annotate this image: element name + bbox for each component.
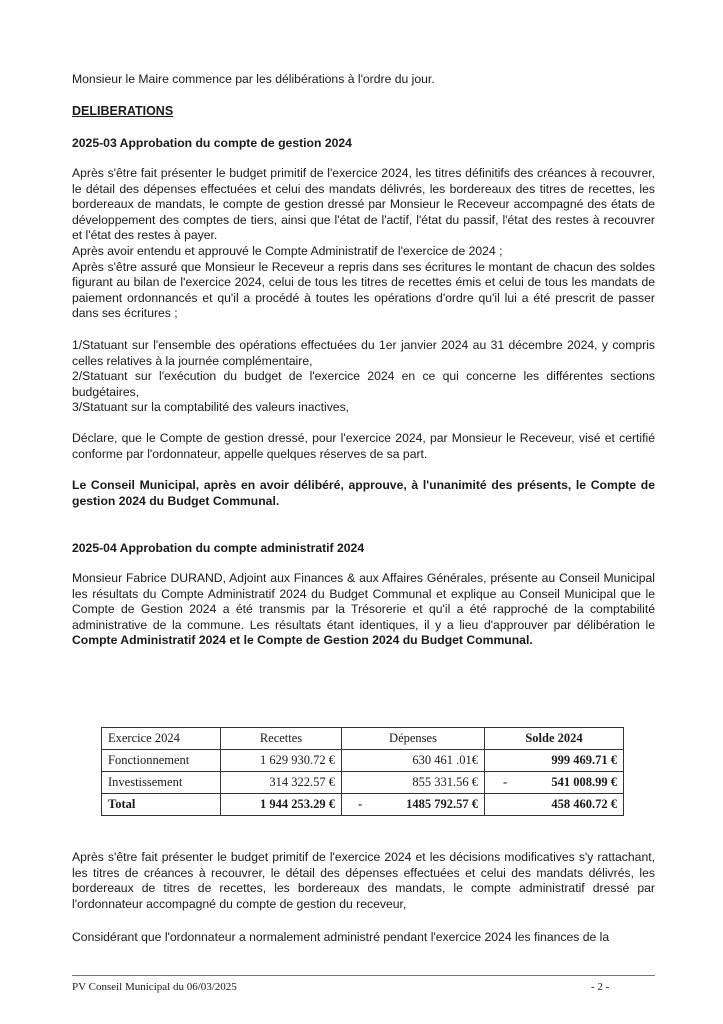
depenses-cell: [342, 794, 485, 816]
solde-value: 541 008.99 €: [551, 775, 617, 789]
row-label: Total: [102, 794, 221, 816]
deliberation-title-1: 2025-03 Approbation du compte de gestion 2024: [72, 136, 352, 150]
statement-1: 1/Statuant sur l'ensemble des opérations effectuées du 1er janvier 2024 au 31 décembre 2024, y compris celles relatives à la journée complémentaire,: [72, 338, 655, 368]
statement-3: 3/Statuant sur la comptabilité des valeurs inactives,: [72, 400, 350, 415]
depenses-value: 630 461 .01€: [412, 753, 478, 767]
paragraph: Après s'être assuré que Monsieur le Receveur a repris dans ses écritures le montant de chacun des soldes figurant au bilan de l'exercice 2024, celui de tous les titres de recettes émis et celui de tous les mandats de paiement ordonnancés et qu'il a procédé à toutes les opérations d'ordre qu'il lui a été prescrit de passer dans ses écritures ;: [72, 259, 655, 321]
table-row: [102, 772, 624, 794]
depenses-cell: [342, 750, 485, 772]
paragraph: Après avoir entendu et approuvé le Compte Administratif de l'exercice de 2024 ;: [72, 243, 503, 258]
solde-cell: [485, 772, 624, 794]
solde-cell: [485, 750, 624, 772]
row-label: Fonctionnement: [102, 750, 221, 772]
conclusion-text: Le Conseil Municipal, après en avoir délibéré, approuve, à l'unanimité des présents, le Compte de gestion 2024 du Budget Communal.: [72, 478, 655, 508]
col-header-depenses: Dépenses: [342, 728, 485, 750]
sign: -: [358, 797, 363, 811]
table-row: [102, 750, 624, 772]
depenses-value: 1485 792.57 €: [406, 797, 478, 811]
results-table: [101, 727, 624, 816]
deliberation-1-preamble: [72, 166, 655, 322]
depenses-cell: [342, 772, 485, 794]
sign: -: [503, 775, 508, 789]
footer-title: PV Conseil Municipal du 06/03/2025: [72, 981, 237, 993]
solde-value: 999 469.71 €: [551, 753, 617, 767]
paragraph-considerant: Considérant que l'ordonnateur a normalement administré pendant l'exercice 2024 les finances de la: [72, 930, 610, 944]
deliberation-1-statements: [72, 338, 655, 416]
depenses-value: 855 331.56 €: [412, 775, 478, 789]
intro-text: Monsieur le Maire commence par les délibérations à l'ordre du jour.: [72, 72, 435, 86]
deliberation-2-text: [72, 571, 655, 649]
solde-cell: [485, 794, 624, 816]
recettes-cell: 1 629 930.72 €: [221, 750, 342, 772]
solde-value: 458 460.72 €: [551, 797, 617, 811]
paragraph: Monsieur Fabrice DURAND, Adjoint aux Finances & aux Affaires Générales, présente au Conseil Municipal les résultats du Compte Administratif 2024 du Budget Communal et explique au Conseil Municipal que le Compte de Gestion 2024 a été transmis par la Trésorerie et qu'il a été rapproché de la comptabilité administrative de la commune. Les résultats étant identiques, il y a lieu d'approuver par délibération le: [72, 571, 655, 632]
footer-divider: [72, 975, 655, 976]
paragraph-presentation: Après s'être fait présenter le budget primitif de l'exercice 2024 et les décisions modificatives s'y rattachant, les titres de créances à recouvrer, le détail des dépenses effectuées et celui des mandats délivrés, les bordereaux de titres de recettes, les bordereaux des mandats, le compte administratif dressé par l'ordonnateur accompagné du compte de gestion du receveur,: [72, 850, 655, 911]
table-header-row: [102, 728, 624, 750]
paragraph: Après s'être fait présenter le budget primitif de l'exercice 2024, les titres définitifs des créances à recouvrer, le détail des dépenses effectuées et celui des mandats délivrés, les bordereaux des titres de recettes, les bordereaux de mandats, le compte de gestion dressé par Monsieur le Receveur accompagné des états de développement des comptes de tiers, ainsi que l'état de l'actif, l'état du passif, l'état des restes à recouvrer et l'état des restes à payer.: [72, 166, 655, 243]
recettes-cell: 314 322.57 €: [221, 772, 342, 794]
col-header-recettes: Recettes: [221, 728, 342, 750]
statement-2: 2/Statuant sur l'exécution du budget de l'exercice 2024 en ce qui concerne les différentes sections budgétaires,: [72, 369, 655, 399]
page-number: - 2 -: [591, 981, 610, 993]
recettes-cell: 1 944 253.29 €: [221, 794, 342, 816]
bold-phrase: Compte Administratif 2024 et le Compte de Gestion 2024 du Budget Communal.: [72, 633, 533, 648]
section-title: DELIBERATIONS: [72, 104, 174, 118]
deliberation-title-2: 2025-04 Approbation du compte administratif 2024: [72, 541, 365, 555]
row-label: Investissement: [102, 772, 221, 794]
table-row: [102, 794, 624, 816]
declaration-text: Déclare, que le Compte de gestion dressé, pour l'exercice 2024, par Monsieur le Receveur, visé et certifié conforme par l'ordonnateur, appelle quelques réserves de sa part.: [72, 431, 655, 461]
col-header-exercice: Exercice 2024: [102, 728, 221, 750]
col-header-solde: Solde 2024: [485, 728, 624, 750]
